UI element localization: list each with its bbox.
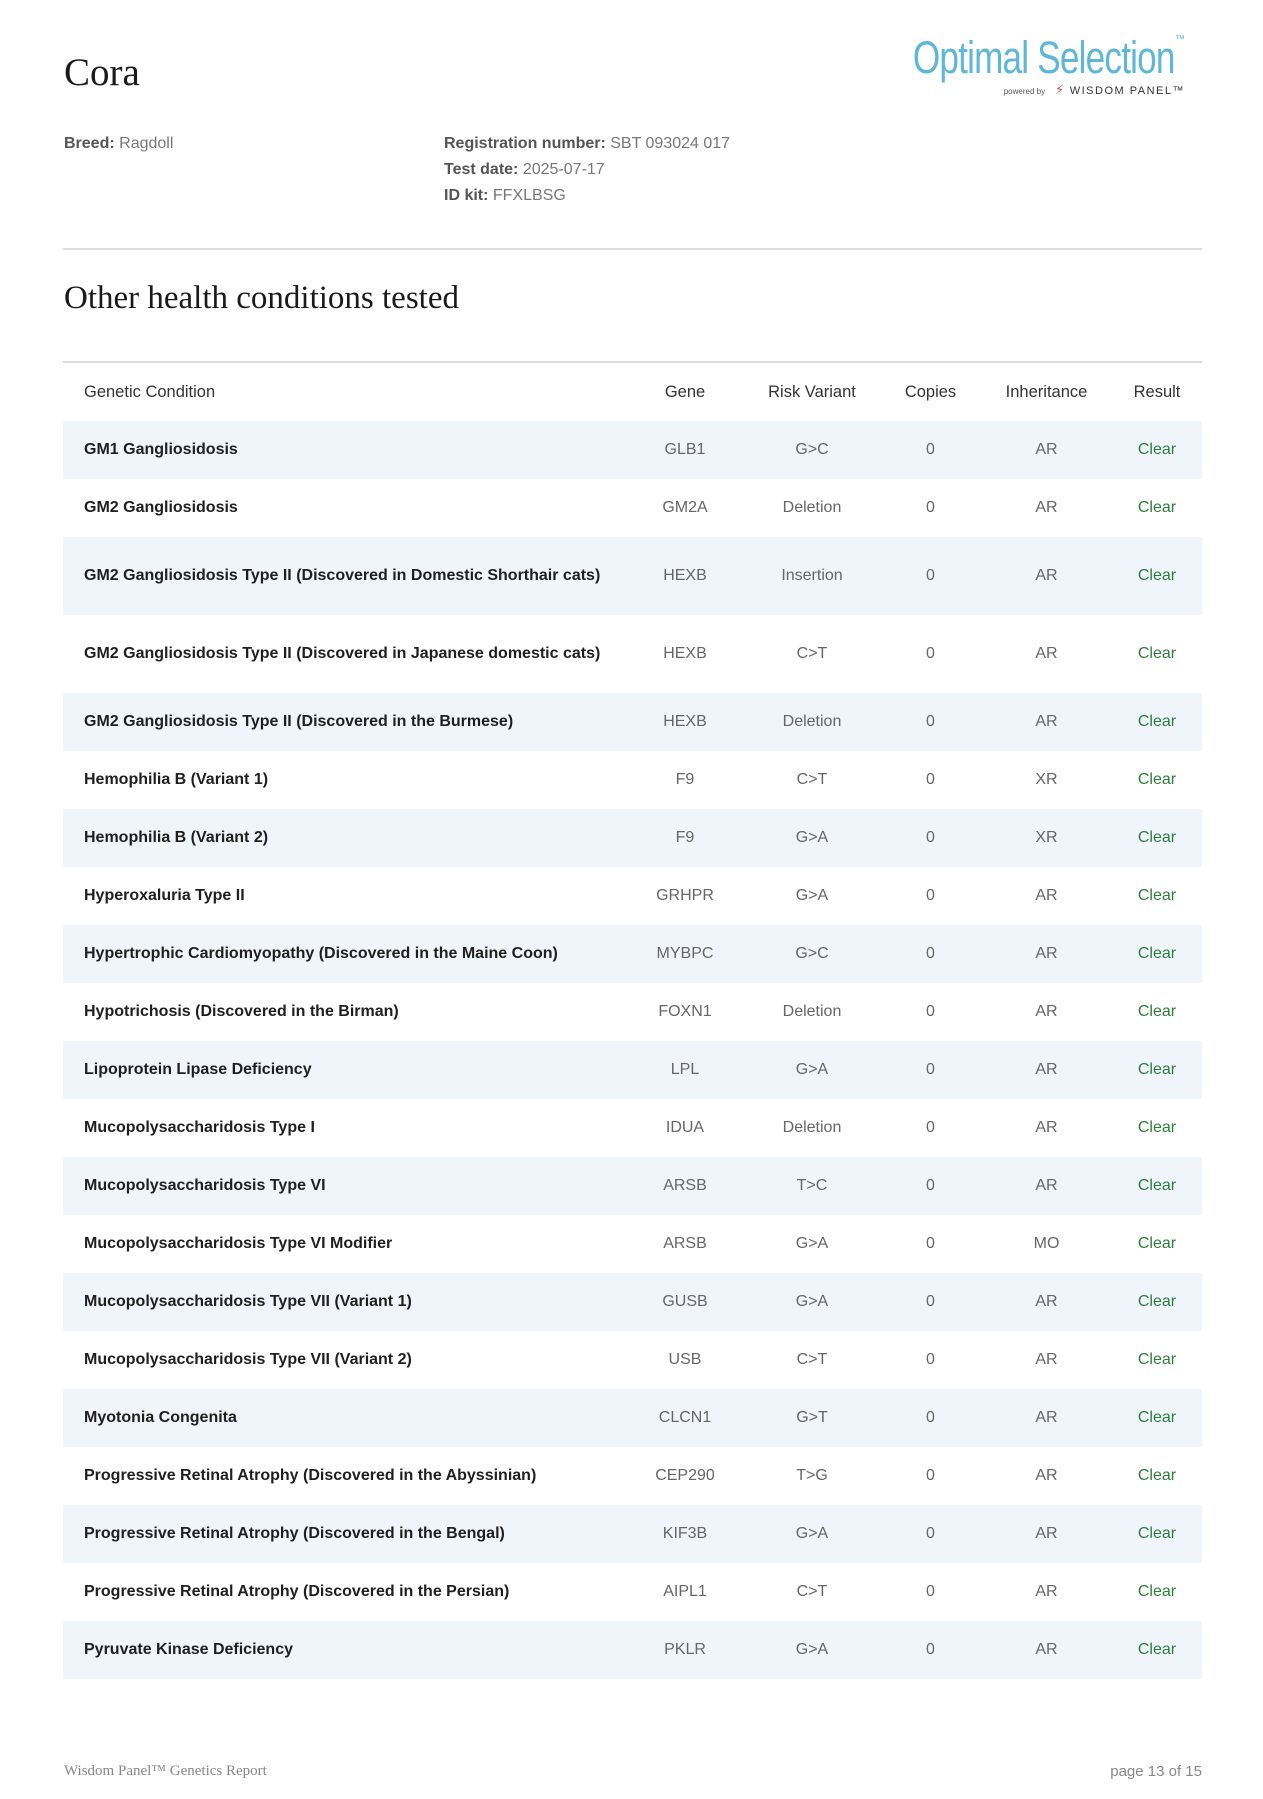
- condition-cell: Hypotrichosis (Discovered in the Birman): [84, 1003, 399, 1020]
- variant-cell: G>A: [744, 1041, 880, 1099]
- footer-report-name: Wisdom Panel™ Genetics Report: [64, 1763, 267, 1779]
- gene-cell: GUSB: [626, 1273, 744, 1331]
- table-row: [63, 1621, 1202, 1679]
- copies-cell: 0: [926, 1235, 935, 1252]
- table-header-row: [63, 363, 1202, 421]
- copies-cell: 0: [926, 1467, 935, 1484]
- table-row: [63, 479, 1202, 537]
- table-row: [63, 1389, 1202, 1447]
- variant-cell: C>T: [796, 645, 828, 662]
- test-date-line: [444, 157, 730, 183]
- copies-cell: 0: [880, 925, 981, 983]
- condition-cell: Mucopolysaccharidosis Type VI: [63, 1157, 626, 1215]
- inheritance-cell: AR: [1035, 1467, 1058, 1484]
- variant-cell: G>A: [744, 809, 880, 867]
- report-page: [63, 0, 1202, 1799]
- gene-cell: AIPL1: [663, 1583, 707, 1600]
- copies-cell: 0: [880, 1621, 981, 1679]
- powered-by-text: powered by: [1003, 87, 1046, 96]
- copies-cell: 0: [926, 1003, 935, 1020]
- copies-cell: 0: [880, 809, 981, 867]
- result-cell: Clear: [1112, 1621, 1202, 1679]
- table-row: [63, 1273, 1202, 1331]
- result-cell: Clear: [1137, 1583, 1177, 1600]
- condition-cell: Hyperoxaluria Type II: [84, 887, 245, 904]
- gene-cell: MYBPC: [626, 925, 744, 983]
- variant-cell: G>C: [744, 925, 880, 983]
- table-row: [63, 925, 1202, 983]
- col-header-inheritance: Inheritance: [1005, 382, 1088, 401]
- result-cell: Clear: [1112, 1389, 1202, 1447]
- variant-cell: Deletion: [782, 1003, 842, 1020]
- meta-right: [444, 131, 730, 209]
- result-cell: Clear: [1137, 771, 1177, 788]
- condition-cell: GM1 Gangliosidosis: [63, 421, 626, 479]
- variant-cell: G>T: [744, 1389, 880, 1447]
- inheritance-cell: AR: [1035, 1583, 1058, 1600]
- gene-cell: ARSB: [663, 1235, 707, 1252]
- inheritance-cell: AR: [1035, 1119, 1058, 1136]
- gene-cell: F9: [626, 809, 744, 867]
- copies-cell: 0: [880, 1273, 981, 1331]
- copies-cell: 0: [926, 771, 935, 788]
- table-row: [63, 809, 1202, 867]
- registration-line: [444, 131, 730, 157]
- variant-cell: C>T: [796, 771, 828, 788]
- condition-cell: Hemophilia B (Variant 1): [84, 771, 269, 788]
- variant-cell: Deletion: [782, 1119, 842, 1136]
- table-row: [63, 1215, 1202, 1273]
- gene-cell: HEXB: [663, 645, 707, 662]
- gene-cell: F9: [675, 771, 695, 788]
- meta-left: [64, 131, 173, 157]
- variant-cell: C>T: [796, 1583, 828, 1600]
- variant-cell: T>C: [744, 1157, 880, 1215]
- result-cell: Clear: [1137, 1235, 1177, 1252]
- condition-cell: Pyruvate Kinase Deficiency: [63, 1621, 626, 1679]
- condition-cell: Mucopolysaccharidosis Type VII (Variant 2): [84, 1351, 412, 1368]
- variant-cell: G>A: [744, 1505, 880, 1563]
- condition-cell: GM2 Gangliosidosis Type II (Discovered in Domestic Shorthair cats): [63, 537, 626, 615]
- gene-cell: GM2A: [662, 499, 708, 516]
- table-row: [63, 421, 1202, 479]
- col-header-copies: Copies: [904, 382, 957, 401]
- condition-cell: GM2 Gangliosidosis: [84, 499, 238, 516]
- table-row: [63, 751, 1202, 809]
- test-date-value: 2025-07-17: [522, 161, 605, 178]
- variant-cell: G>A: [795, 887, 829, 904]
- condition-cell: Mucopolysaccharidosis Type I: [84, 1119, 315, 1136]
- header-divider: [63, 248, 1202, 250]
- inheritance-cell: XR: [1035, 771, 1058, 788]
- condition-cell: Myotonia Congenita: [63, 1389, 626, 1447]
- variant-cell: Insertion: [744, 537, 880, 615]
- table-row: [63, 1447, 1202, 1505]
- result-cell: Clear: [1112, 809, 1202, 867]
- registration-value: SBT 093024 017: [610, 135, 731, 152]
- condition-cell: Mucopolysaccharidosis Type VI Modifier: [84, 1235, 393, 1252]
- result-cell: Clear: [1137, 1351, 1177, 1368]
- wisdom-panel-icon: ⚡: [1055, 82, 1066, 97]
- footer-page-number: page 13 of 15: [1110, 1763, 1202, 1780]
- result-cell: Clear: [1137, 1003, 1177, 1020]
- result-cell: Clear: [1112, 1041, 1202, 1099]
- condition-cell: Progressive Retinal Atrophy (Discovered in the Bengal): [63, 1505, 626, 1563]
- inheritance-cell: AR: [981, 1505, 1112, 1563]
- brand-subtitle: [839, 82, 1185, 98]
- breed-line: [64, 131, 173, 157]
- brand-title: Optimal Selection: [913, 32, 1175, 83]
- variant-cell: G>A: [744, 1273, 880, 1331]
- wisdom-panel-text: WISDOM PANEL™: [1069, 85, 1185, 97]
- gene-cell: KIF3B: [626, 1505, 744, 1563]
- result-cell: Clear: [1137, 499, 1177, 516]
- gene-cell: PKLR: [626, 1621, 744, 1679]
- gene-cell: IDUA: [665, 1119, 705, 1136]
- copies-cell: 0: [926, 1583, 935, 1600]
- copies-cell: 0: [926, 645, 935, 662]
- col-header-result: Result: [1133, 382, 1181, 401]
- result-cell: Clear: [1112, 693, 1202, 751]
- table-row: [63, 867, 1202, 925]
- inheritance-cell: AR: [1035, 887, 1058, 904]
- copies-cell: 0: [926, 1119, 935, 1136]
- copies-cell: 0: [880, 1505, 981, 1563]
- inheritance-cell: AR: [981, 1041, 1112, 1099]
- copies-cell: 0: [926, 887, 935, 904]
- condition-cell: Hemophilia B (Variant 2): [63, 809, 626, 867]
- variant-cell: Deletion: [782, 499, 842, 516]
- col-header-gene: Gene: [664, 382, 706, 401]
- condition-cell: GM2 Gangliosidosis Type II (Discovered in Japanese domestic cats): [84, 645, 601, 662]
- condition-cell: Mucopolysaccharidosis Type VII (Variant 1): [63, 1273, 626, 1331]
- gene-cell: CLCN1: [626, 1389, 744, 1447]
- variant-cell: T>G: [796, 1467, 828, 1484]
- table-row: [63, 1563, 1202, 1621]
- inheritance-cell: AR: [981, 421, 1112, 479]
- inheritance-cell: AR: [981, 693, 1112, 751]
- copies-cell: 0: [926, 1351, 935, 1368]
- inheritance-cell: XR: [981, 809, 1112, 867]
- inheritance-cell: AR: [981, 1273, 1112, 1331]
- result-cell: Clear: [1137, 1467, 1177, 1484]
- table-row: [63, 983, 1202, 1041]
- table-row: [63, 1157, 1202, 1215]
- gene-cell: CEP290: [655, 1467, 715, 1484]
- gene-cell: HEXB: [626, 537, 744, 615]
- result-cell: Clear: [1112, 1505, 1202, 1563]
- registration-label: Registration number:: [444, 135, 606, 152]
- variant-cell: C>T: [796, 1351, 828, 1368]
- inheritance-cell: AR: [981, 1621, 1112, 1679]
- col-header-variant: Risk Variant: [768, 382, 856, 401]
- result-cell: Clear: [1112, 1273, 1202, 1331]
- condition-cell: Hypertrophic Cardiomyopathy (Discovered in the Maine Coon): [63, 925, 626, 983]
- condition-cell: GM2 Gangliosidosis Type II (Discovered in the Burmese): [63, 693, 626, 751]
- breed-value: Ragdoll: [119, 135, 174, 152]
- result-cell: Clear: [1137, 1119, 1177, 1136]
- table-row: [63, 537, 1202, 615]
- copies-cell: 0: [880, 537, 981, 615]
- gene-cell: USB: [668, 1351, 702, 1368]
- inheritance-cell: MO: [1033, 1235, 1060, 1252]
- table-row: [63, 1041, 1202, 1099]
- result-cell: Clear: [1112, 421, 1202, 479]
- test-date-label: Test date:: [444, 161, 519, 178]
- inheritance-cell: AR: [1035, 1351, 1058, 1368]
- result-cell: Clear: [1137, 887, 1177, 904]
- section-title: Other health conditions tested: [64, 280, 459, 316]
- result-cell: Clear: [1112, 1157, 1202, 1215]
- table-row: [63, 1331, 1202, 1389]
- condition-cell: Lipoprotein Lipase Deficiency: [63, 1041, 626, 1099]
- inheritance-cell: AR: [981, 925, 1112, 983]
- gene-cell: GLB1: [626, 421, 744, 479]
- breed-label: Breed:: [64, 135, 115, 152]
- brand-tm: ™: [1175, 34, 1185, 45]
- table-row: [63, 693, 1202, 751]
- copies-cell: 0: [926, 499, 935, 516]
- result-cell: Clear: [1137, 645, 1177, 662]
- condition-cell: Progressive Retinal Atrophy (Discovered in the Abyssinian): [84, 1467, 537, 1484]
- table-row: [63, 615, 1202, 693]
- pet-name: Cora: [64, 51, 140, 94]
- gene-cell: ARSB: [626, 1157, 744, 1215]
- gene-cell: HEXB: [626, 693, 744, 751]
- table-row: [63, 1099, 1202, 1157]
- id-kit-value: FFXLBSG: [492, 187, 566, 204]
- condition-cell: Progressive Retinal Atrophy (Discovered in the Persian): [84, 1583, 510, 1600]
- inheritance-cell: AR: [1035, 645, 1058, 662]
- gene-cell: LPL: [626, 1041, 744, 1099]
- variant-cell: Deletion: [744, 693, 880, 751]
- id-kit-line: [444, 183, 730, 209]
- copies-cell: 0: [880, 1389, 981, 1447]
- copies-cell: 0: [880, 1041, 981, 1099]
- variant-cell: G>C: [744, 421, 880, 479]
- brand-logo: [839, 34, 1185, 98]
- result-cell: Clear: [1112, 537, 1202, 615]
- inheritance-cell: AR: [1035, 1003, 1058, 1020]
- copies-cell: 0: [880, 1157, 981, 1215]
- inheritance-cell: AR: [981, 537, 1112, 615]
- result-cell: Clear: [1112, 925, 1202, 983]
- id-kit-label: ID kit:: [444, 187, 489, 204]
- col-header-condition: Genetic Condition: [84, 382, 216, 401]
- copies-cell: 0: [880, 421, 981, 479]
- table-row: [63, 1505, 1202, 1563]
- inheritance-cell: AR: [981, 1157, 1112, 1215]
- gene-cell: FOXN1: [658, 1003, 712, 1020]
- health-conditions-table: [63, 363, 1202, 1679]
- inheritance-cell: AR: [981, 1389, 1112, 1447]
- variant-cell: G>A: [744, 1621, 880, 1679]
- inheritance-cell: AR: [1035, 499, 1058, 516]
- gene-cell: GRHPR: [656, 887, 714, 904]
- variant-cell: G>A: [795, 1235, 829, 1252]
- copies-cell: 0: [880, 693, 981, 751]
